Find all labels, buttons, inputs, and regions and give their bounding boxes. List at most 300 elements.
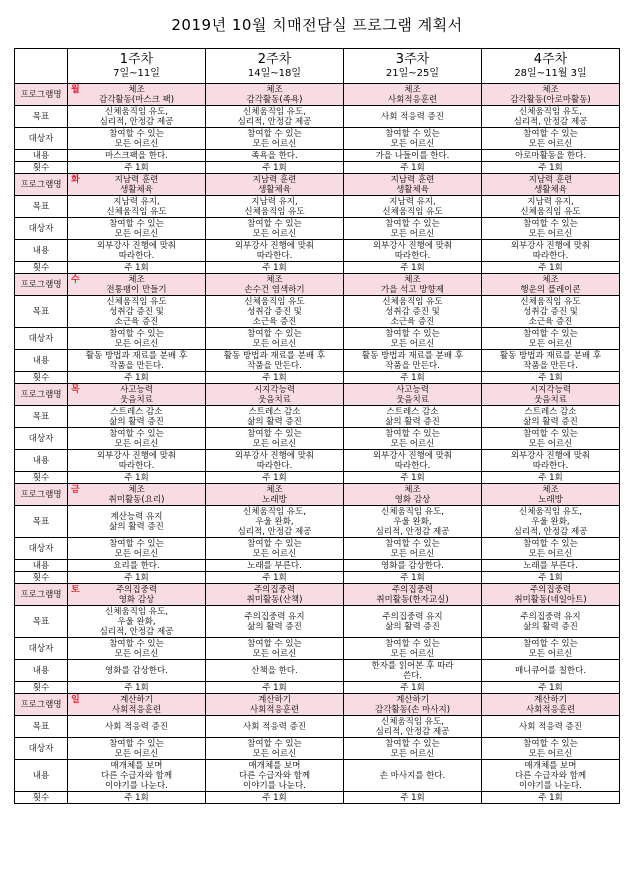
cell-text: 활동 방법과 재료를 분배 후 작품을 만든다. bbox=[499, 350, 602, 371]
table-cell bbox=[68, 450, 206, 472]
table-cell bbox=[482, 450, 620, 472]
cell-text: 지남력 유지, 신체움직임 유도 bbox=[106, 196, 167, 217]
table-cell bbox=[206, 792, 344, 804]
cell-text: 계산하기 감각활동(손 마사지) bbox=[374, 694, 451, 715]
cell-text: 참여할 수 있는 모든 어르신 bbox=[109, 328, 164, 349]
table-cell bbox=[482, 218, 620, 240]
cell-text: 참여할 수 있는 모든 어르신 bbox=[385, 128, 440, 149]
table-cell bbox=[206, 538, 344, 560]
cell-text: 주의집중력 취미활동(한자교실) bbox=[376, 584, 449, 605]
table-cell bbox=[482, 274, 620, 296]
cell-text: 참여할 수 있는 모든 어르신 bbox=[109, 538, 164, 559]
table-cell bbox=[206, 506, 344, 538]
table-row bbox=[15, 484, 620, 506]
cell-text: 사고능력 웃음치료 bbox=[396, 384, 429, 405]
cell-text: 외부강사 진행에 맞춰 따라한다. bbox=[96, 240, 177, 261]
cell-text: 주 1회 bbox=[538, 162, 563, 173]
cell-text: 주 1회 bbox=[262, 572, 287, 583]
cell-text: 계산하기 사회적응훈련 bbox=[249, 694, 300, 715]
table-cell bbox=[68, 682, 206, 694]
table-cell bbox=[482, 606, 620, 638]
cell-text: 체조 취미활동(요리) bbox=[108, 484, 165, 505]
table-cell bbox=[344, 296, 482, 328]
table-cell bbox=[482, 560, 620, 572]
cell-text: 요리를 한다. bbox=[113, 560, 160, 571]
cell-text: 외부강사 진행에 맞춰 따라한다. bbox=[372, 240, 453, 261]
table-cell bbox=[482, 296, 620, 328]
cell-text: 시지각능력 웃음치료 bbox=[253, 384, 296, 405]
table-row bbox=[15, 350, 620, 372]
table-cell bbox=[68, 350, 206, 372]
cell-text: 주 1회 bbox=[262, 372, 287, 383]
row-label: 프로그램명 bbox=[15, 84, 68, 106]
cell-text: 외부강사 진행에 맞춰 따라한다. bbox=[234, 450, 315, 471]
table-row bbox=[15, 428, 620, 450]
table-row bbox=[15, 572, 620, 584]
table-cell bbox=[344, 372, 482, 384]
row-label: 횟수 bbox=[15, 682, 68, 694]
table-row bbox=[15, 760, 620, 792]
cell-text: 외부강사 진행에 맞춰 따라한다. bbox=[510, 240, 591, 261]
table-cell bbox=[68, 372, 206, 384]
row-label: 프로그램명 bbox=[15, 584, 68, 606]
table-cell bbox=[482, 638, 620, 660]
table-cell bbox=[68, 606, 206, 638]
cell-text: 참여할 수 있는 모든 어르신 bbox=[247, 738, 302, 759]
week-name: 3주차 bbox=[395, 52, 430, 67]
table-cell bbox=[344, 760, 482, 792]
table-cell bbox=[344, 792, 482, 804]
table-cell bbox=[206, 174, 344, 196]
cell-text: 참여할 수 있는 모든 어르신 bbox=[109, 638, 164, 659]
cell-text: 한자를 읽어본 후 따라 쓴다. bbox=[371, 660, 454, 681]
cell-text: 스트레스 감소 삶의 활력 증진 bbox=[385, 406, 440, 427]
table-cell bbox=[68, 174, 206, 196]
cell-text: 참여할 수 있는 모든 어르신 bbox=[109, 738, 164, 759]
week-header bbox=[482, 49, 620, 84]
table-cell bbox=[68, 218, 206, 240]
table-cell bbox=[206, 450, 344, 472]
table-cell bbox=[344, 506, 482, 538]
cell-text: 주 1회 bbox=[124, 792, 149, 803]
table-cell bbox=[482, 196, 620, 218]
table-cell bbox=[344, 240, 482, 262]
day-label: 수 bbox=[71, 275, 80, 285]
table-cell bbox=[482, 472, 620, 484]
table-cell bbox=[344, 262, 482, 274]
cell-text: 주 1회 bbox=[538, 372, 563, 383]
table-cell bbox=[344, 584, 482, 606]
table-cell bbox=[206, 472, 344, 484]
cell-text: 주 1회 bbox=[400, 162, 425, 173]
row-label: 대상자 bbox=[15, 328, 68, 350]
cell-text: 참여할 수 있는 모든 어르신 bbox=[385, 328, 440, 349]
row-label: 내용 bbox=[15, 760, 68, 792]
table-row bbox=[15, 296, 620, 328]
cell-text: 활동 방법과 재료를 분배 후 작품을 만든다. bbox=[361, 350, 464, 371]
row-label: 내용 bbox=[15, 660, 68, 682]
cell-text: 체조 감각활동(족욕) bbox=[246, 84, 303, 105]
table-cell bbox=[482, 738, 620, 760]
cell-text: 활동 방법과 재료를 분배 후 작품을 만든다. bbox=[85, 350, 188, 371]
table-cell bbox=[206, 738, 344, 760]
cell-text: 주 1회 bbox=[400, 262, 425, 273]
table-row bbox=[15, 106, 620, 128]
table-cell bbox=[482, 428, 620, 450]
table-row bbox=[15, 128, 620, 150]
table-cell bbox=[68, 792, 206, 804]
table-cell bbox=[68, 240, 206, 262]
table-cell bbox=[482, 682, 620, 694]
cell-text: 사회 적응력 증진 bbox=[381, 111, 444, 122]
cell-text: 스트레스 감소 삶의 활력 증진 bbox=[109, 406, 164, 427]
table-cell bbox=[344, 560, 482, 572]
table-cell bbox=[482, 372, 620, 384]
cell-text: 매개체를 보며 다른 수급자와 함께 이야기를 나눈다. bbox=[238, 760, 311, 791]
table-cell bbox=[68, 660, 206, 682]
cell-text: 족욕을 한다. bbox=[251, 150, 298, 161]
row-label: 횟수 bbox=[15, 372, 68, 384]
cell-text: 영화를 감상한다. bbox=[381, 560, 444, 571]
table-cell bbox=[68, 738, 206, 760]
table-cell bbox=[206, 296, 344, 328]
week-header bbox=[344, 49, 482, 84]
table-cell bbox=[206, 584, 344, 606]
cell-text: 주 1회 bbox=[124, 372, 149, 383]
day-label: 월 bbox=[71, 85, 80, 95]
day-label: 목 bbox=[71, 385, 80, 395]
cell-text: 지남력 훈련 생활체육 bbox=[390, 174, 435, 195]
table-row bbox=[15, 560, 620, 572]
table-cell bbox=[206, 682, 344, 694]
table-cell bbox=[344, 384, 482, 406]
cell-text: 참여할 수 있는 모든 어르신 bbox=[523, 538, 578, 559]
cell-text: 주의집중력 유지 삶의 활력 증진 bbox=[382, 611, 443, 632]
table-row bbox=[15, 738, 620, 760]
table-cell bbox=[68, 484, 206, 506]
cell-text: 신체움직임 유도 성취감 증진 및 소근육 증진 bbox=[520, 296, 581, 327]
cell-text: 노래를 부른다. bbox=[247, 560, 302, 571]
table-cell bbox=[68, 428, 206, 450]
cell-text: 주 1회 bbox=[400, 792, 425, 803]
table-cell bbox=[68, 262, 206, 274]
table-cell bbox=[482, 174, 620, 196]
table-row bbox=[15, 196, 620, 218]
cell-text: 신체움직임 유도, 심리적, 안정감 제공 bbox=[99, 106, 174, 127]
cell-text: 매개체를 보며 다른 수급자와 함께 이야기를 나눈다. bbox=[514, 760, 587, 791]
table-cell bbox=[68, 150, 206, 162]
cell-text: 신체움직임 유도, 우울 완화, 심리적, 안정감 제공 bbox=[237, 506, 312, 537]
table-cell bbox=[206, 106, 344, 128]
table-cell bbox=[206, 660, 344, 682]
row-label: 목표 bbox=[15, 506, 68, 538]
cell-text: 체조 사회적응훈련 bbox=[387, 84, 438, 105]
table-cell bbox=[344, 196, 482, 218]
table-cell bbox=[482, 660, 620, 682]
cell-text: 주 1회 bbox=[262, 262, 287, 273]
row-label: 프로그램명 bbox=[15, 384, 68, 406]
row-label: 대상자 bbox=[15, 538, 68, 560]
table-cell bbox=[482, 694, 620, 716]
table-cell bbox=[68, 196, 206, 218]
table-cell bbox=[206, 84, 344, 106]
cell-text: 신체움직임 유도, 우울 완화, 심리적, 안정감 제공 bbox=[375, 506, 450, 537]
row-label: 프로그램명 bbox=[15, 274, 68, 296]
table-cell bbox=[344, 174, 482, 196]
table-cell bbox=[482, 760, 620, 792]
table-cell bbox=[68, 472, 206, 484]
table-cell bbox=[344, 328, 482, 350]
row-label: 대상자 bbox=[15, 738, 68, 760]
cell-text: 주 1회 bbox=[538, 572, 563, 583]
page-title: 2019년 10월 치매전담실 프로그램 계획서 bbox=[171, 16, 463, 34]
cell-text: 참여할 수 있는 모든 어르신 bbox=[247, 218, 302, 239]
cell-text: 신체움직임 유도, 심리적, 안정감 제공 bbox=[513, 106, 588, 127]
cell-text: 영화를 감상한다. bbox=[105, 665, 168, 676]
table-cell bbox=[68, 694, 206, 716]
table-row bbox=[15, 328, 620, 350]
cell-text: 참여할 수 있는 모든 어르신 bbox=[247, 538, 302, 559]
table-cell bbox=[206, 274, 344, 296]
week-dates: 21일~25일 bbox=[385, 68, 440, 79]
table-cell bbox=[344, 484, 482, 506]
cell-text: 외부강사 진행에 맞춰 따라한다. bbox=[510, 450, 591, 471]
cell-text: 참여할 수 있는 모든 어르신 bbox=[247, 428, 302, 449]
row-label: 목표 bbox=[15, 716, 68, 738]
row-label: 횟수 bbox=[15, 472, 68, 484]
cell-text: 외부강사 진행에 맞춰 따라한다. bbox=[372, 450, 453, 471]
table-row bbox=[15, 660, 620, 682]
table-cell bbox=[206, 196, 344, 218]
row-label: 내용 bbox=[15, 240, 68, 262]
cell-text: 주 1회 bbox=[262, 162, 287, 173]
table-cell bbox=[482, 792, 620, 804]
table-cell bbox=[206, 560, 344, 572]
table-cell bbox=[344, 218, 482, 240]
table-cell bbox=[344, 716, 482, 738]
table-row bbox=[15, 84, 620, 106]
cell-text: 주 1회 bbox=[538, 792, 563, 803]
table-row bbox=[15, 162, 620, 174]
cell-text: 사회 적응력 증진 bbox=[519, 721, 582, 732]
cell-text: 체조 감각활동(아로마활동) bbox=[510, 84, 591, 105]
table-cell bbox=[206, 150, 344, 162]
table-cell bbox=[482, 350, 620, 372]
table-row bbox=[15, 682, 620, 694]
cell-text: 참여할 수 있는 모든 어르신 bbox=[247, 128, 302, 149]
table-cell bbox=[344, 660, 482, 682]
week-name: 4주차 bbox=[533, 52, 568, 67]
table-cell bbox=[482, 584, 620, 606]
row-label: 횟수 bbox=[15, 262, 68, 274]
week-dates: 7일~11일 bbox=[113, 68, 160, 79]
table-cell bbox=[68, 572, 206, 584]
table-cell bbox=[68, 128, 206, 150]
week-header bbox=[206, 49, 344, 84]
table-cell bbox=[206, 760, 344, 792]
table-cell bbox=[206, 372, 344, 384]
cell-text: 지남력 훈련 생활체육 bbox=[252, 174, 297, 195]
cell-text: 주 1회 bbox=[400, 682, 425, 693]
row-label: 내용 bbox=[15, 350, 68, 372]
row-label: 목표 bbox=[15, 106, 68, 128]
cell-text: 마스크팩을 한다. bbox=[105, 150, 168, 161]
cell-text: 계산하기 사회적응훈련 bbox=[111, 694, 162, 715]
table-row bbox=[15, 150, 620, 162]
cell-text: 체조 전통팽이 만들기 bbox=[106, 274, 167, 295]
table-row bbox=[15, 606, 620, 638]
row-label: 내용 bbox=[15, 150, 68, 162]
cell-text: 시지각능력 웃음치료 bbox=[529, 384, 572, 405]
cell-text: 주의집중력 영화 감상 bbox=[115, 584, 158, 605]
table-row bbox=[15, 384, 620, 406]
table-cell bbox=[206, 328, 344, 350]
cell-text: 주의집중력 유지 삶의 활력 증진 bbox=[520, 611, 581, 632]
cell-text: 외부강사 진행에 맞춰 따라한다. bbox=[96, 450, 177, 471]
table-row bbox=[15, 694, 620, 716]
cell-text: 주 1회 bbox=[124, 162, 149, 173]
row-label: 횟수 bbox=[15, 572, 68, 584]
cell-text: 노래를 부른다. bbox=[523, 560, 578, 571]
week-dates: 28일~11월 3일 bbox=[514, 68, 587, 79]
cell-text: 아로마활동을 한다. bbox=[514, 150, 587, 161]
table-cell bbox=[206, 638, 344, 660]
cell-text: 체조 행운의 플레이콘 bbox=[520, 274, 581, 295]
table-row bbox=[15, 450, 620, 472]
cell-text: 참여할 수 있는 모든 어르신 bbox=[523, 738, 578, 759]
table-cell bbox=[206, 350, 344, 372]
week-dates: 14일~18일 bbox=[247, 68, 302, 79]
cell-text: 지남력 유지, 신체움직임 유도 bbox=[382, 196, 443, 217]
cell-text: 참여할 수 있는 모든 어르신 bbox=[523, 638, 578, 659]
cell-text: 스트레스 감소 삶의 활력 증진 bbox=[523, 406, 578, 427]
cell-text: 참여할 수 있는 모든 어르신 bbox=[523, 428, 578, 449]
cell-text: 주의집중력 유지 삶의 활력 증진 bbox=[244, 611, 305, 632]
table-cell bbox=[344, 106, 482, 128]
cell-text: 주 1회 bbox=[124, 682, 149, 693]
cell-text: 신체움직임 유도, 우울 완화, 심리적, 안정감 제공 bbox=[513, 506, 588, 537]
cell-text: 체조 영화 감상 bbox=[394, 484, 431, 505]
row-label: 대상자 bbox=[15, 428, 68, 450]
cell-text: 계산하기 사회적응훈련 bbox=[525, 694, 576, 715]
table-cell bbox=[482, 506, 620, 538]
table-row bbox=[15, 506, 620, 538]
table-cell bbox=[206, 240, 344, 262]
row-label: 프로그램명 bbox=[15, 694, 68, 716]
row-label: 횟수 bbox=[15, 792, 68, 804]
cell-text: 주 1회 bbox=[262, 682, 287, 693]
table-cell bbox=[206, 162, 344, 174]
table-cell bbox=[344, 738, 482, 760]
header-row bbox=[15, 49, 620, 84]
table-cell bbox=[482, 538, 620, 560]
row-label: 횟수 bbox=[15, 162, 68, 174]
week-header bbox=[68, 49, 206, 84]
cell-text: 활동 방법과 재료를 분배 후 작품을 만든다. bbox=[223, 350, 326, 371]
table-cell bbox=[206, 572, 344, 584]
cell-text: 가을 나들이를 한다. bbox=[375, 150, 450, 161]
table-cell bbox=[68, 760, 206, 792]
cell-text: 신체움직임 유도, 심리적, 안정감 제공 bbox=[375, 716, 450, 737]
table-cell bbox=[482, 262, 620, 274]
cell-text: 주 1회 bbox=[538, 472, 563, 483]
table-body bbox=[15, 49, 620, 804]
table-cell bbox=[344, 606, 482, 638]
cell-text: 매개체를 보며 다른 수급자와 함께 이야기를 나눈다. bbox=[100, 760, 173, 791]
table-cell bbox=[482, 106, 620, 128]
table-row bbox=[15, 472, 620, 484]
cell-text: 매니큐어를 칠한다. bbox=[514, 665, 587, 676]
cell-text: 참여할 수 있는 모든 어르신 bbox=[523, 328, 578, 349]
table-cell bbox=[482, 150, 620, 162]
cell-text: 주 1회 bbox=[400, 572, 425, 583]
cell-text: 신체움직임 유도 성취감 증진 및 소근육 증진 bbox=[244, 296, 305, 327]
table-cell bbox=[68, 560, 206, 572]
cell-text: 지남력 유지, 신체움직임 유도 bbox=[244, 196, 305, 217]
table-cell bbox=[68, 384, 206, 406]
table-cell bbox=[344, 128, 482, 150]
cell-text: 사회 적응력 증진 bbox=[243, 721, 306, 732]
row-label: 목표 bbox=[15, 296, 68, 328]
row-label: 대상자 bbox=[15, 218, 68, 240]
table-cell bbox=[206, 128, 344, 150]
cell-text: 체조 노래방 bbox=[538, 484, 563, 505]
table-cell bbox=[206, 716, 344, 738]
day-label: 화 bbox=[71, 175, 80, 185]
table-cell bbox=[206, 694, 344, 716]
cell-text: 참여할 수 있는 모든 어르신 bbox=[523, 218, 578, 239]
table-row bbox=[15, 218, 620, 240]
cell-text: 스트레스 감소 삶의 활력 증진 bbox=[247, 406, 302, 427]
cell-text: 참여할 수 있는 모든 어르신 bbox=[385, 538, 440, 559]
table-row bbox=[15, 274, 620, 296]
table-cell bbox=[68, 106, 206, 128]
table-cell bbox=[344, 472, 482, 484]
table-cell bbox=[68, 84, 206, 106]
row-label: 내용 bbox=[15, 450, 68, 472]
program-plan-table bbox=[14, 48, 620, 804]
table-cell bbox=[68, 638, 206, 660]
table-cell bbox=[344, 694, 482, 716]
table-row bbox=[15, 406, 620, 428]
table-row bbox=[15, 538, 620, 560]
day-label: 일 bbox=[71, 695, 80, 705]
table-cell bbox=[344, 428, 482, 450]
table-cell bbox=[68, 328, 206, 350]
cell-text: 주 1회 bbox=[124, 572, 149, 583]
table-cell bbox=[482, 162, 620, 174]
cell-text: 주 1회 bbox=[538, 262, 563, 273]
table-cell bbox=[344, 150, 482, 162]
cell-text: 주의집중력 취미활동(산책) bbox=[246, 584, 303, 605]
cell-text: 신체움직임 유도, 심리적, 안정감 제공 bbox=[237, 106, 312, 127]
table-cell bbox=[482, 572, 620, 584]
table-cell bbox=[344, 538, 482, 560]
cell-text: 지남력 훈련 생활체육 bbox=[528, 174, 573, 195]
row-label: 대상자 bbox=[15, 128, 68, 150]
cell-text: 주 1회 bbox=[262, 792, 287, 803]
day-label: 토 bbox=[71, 585, 80, 595]
row-label: 프로그램명 bbox=[15, 174, 68, 196]
cell-text: 주 1회 bbox=[124, 472, 149, 483]
table-cell bbox=[206, 484, 344, 506]
row-label: 목표 bbox=[15, 196, 68, 218]
cell-text: 참여할 수 있는 모든 어르신 bbox=[109, 128, 164, 149]
cell-text: 신체움직임 유도, 우울 완화, 심리적, 안정감 제공 bbox=[99, 606, 174, 637]
row-label: 목표 bbox=[15, 406, 68, 428]
table-cell bbox=[482, 128, 620, 150]
table-cell bbox=[68, 716, 206, 738]
